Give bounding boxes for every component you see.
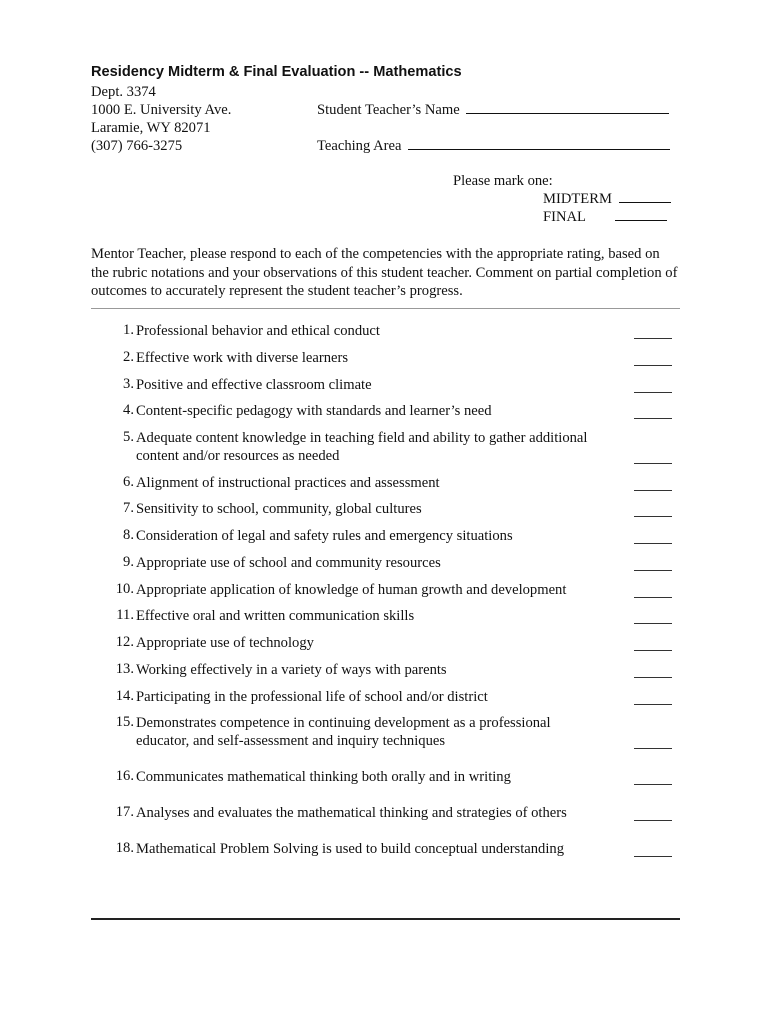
- item-number: 15.: [115, 714, 134, 730]
- rating-blank[interactable]: [634, 516, 672, 517]
- item-number: 6.: [123, 474, 134, 490]
- rating-blank[interactable]: [634, 820, 672, 821]
- rating-blank[interactable]: [634, 597, 672, 598]
- student-name-label: Student Teacher’s Name: [317, 102, 460, 118]
- item-text: Adequate content knowledge in teaching field and ability to gather additional: [136, 430, 588, 446]
- item-text: Appropriate use of technology: [136, 635, 314, 651]
- item-number: 1.: [123, 322, 134, 338]
- rating-blank[interactable]: [634, 704, 672, 705]
- teaching-area-label: Teaching Area: [317, 138, 402, 154]
- item-text: Content-specific pedagogy with standards and learner’s need: [136, 403, 492, 419]
- item-number: 13.: [115, 661, 134, 677]
- student-name-blank[interactable]: [466, 101, 669, 114]
- item-number: 2.: [123, 349, 134, 365]
- item-text: Positive and effective classroom climate: [136, 377, 372, 393]
- rating-blank[interactable]: [634, 748, 672, 749]
- rating-blank[interactable]: [634, 856, 672, 857]
- item-text: Working effectively in a variety of ways with parents: [136, 662, 447, 678]
- address-city: Laramie, WY 82071: [91, 120, 211, 136]
- item-text: content and/or resources as needed: [136, 448, 340, 464]
- rating-blank[interactable]: [634, 677, 672, 678]
- final-blank[interactable]: [615, 208, 667, 221]
- item-text: Appropriate application of knowledge of human growth and development: [136, 582, 567, 598]
- midterm-option[interactable]: [543, 190, 671, 208]
- item-number: 14.: [115, 688, 134, 704]
- item-number: 5.: [123, 429, 134, 445]
- rating-blank[interactable]: [634, 623, 672, 624]
- final-option[interactable]: [543, 208, 667, 226]
- item-text: Appropriate use of school and community resources: [136, 555, 441, 571]
- rating-blank[interactable]: [634, 784, 672, 785]
- item-text: Communicates mathematical thinking both orally and in writing: [136, 769, 511, 785]
- item-number: 3.: [123, 376, 134, 392]
- item-number: 8.: [123, 527, 134, 543]
- teaching-area-blank[interactable]: [408, 137, 670, 150]
- item-text: Effective work with diverse learners: [136, 350, 349, 366]
- item-number: 4.: [123, 402, 134, 418]
- item-text: Mathematical Problem Solving is used to build conceptual understanding: [136, 841, 565, 857]
- rating-blank[interactable]: [634, 338, 672, 339]
- item-number: 7.: [123, 500, 134, 516]
- item-text: Professional behavior and ethical conduct: [136, 323, 380, 339]
- rating-blank[interactable]: [634, 392, 672, 393]
- item-text: Sensitivity to school, community, global cultures: [136, 501, 422, 517]
- item-number: 18.: [115, 840, 134, 856]
- address-street: 1000 E. University Ave.: [91, 102, 232, 118]
- divider-top: [91, 308, 680, 309]
- mark-one-label: Please mark one:: [453, 173, 553, 189]
- rating-blank[interactable]: [634, 365, 672, 366]
- rating-blank[interactable]: [634, 650, 672, 651]
- rating-blank[interactable]: [634, 543, 672, 544]
- item-text: Participating in the professional life of school and/or district: [136, 689, 488, 705]
- item-number: 17.: [115, 804, 134, 820]
- item-number: 9.: [123, 554, 134, 570]
- item-text: Analyses and evaluates the mathematical thinking and strategies of others: [136, 805, 567, 821]
- item-text: Effective oral and written communication skills: [136, 608, 415, 624]
- item-number: 16.: [115, 768, 134, 784]
- item-text: educator, and self-assessment and inquiry techniques: [136, 733, 446, 749]
- item-text: Alignment of instructional practices and assessment: [136, 475, 440, 491]
- item-number: 11.: [116, 607, 134, 623]
- item-text: Consideration of legal and safety rules and emergency situations: [136, 528, 513, 544]
- final-label: FINAL: [543, 209, 586, 225]
- rating-blank[interactable]: [634, 570, 672, 571]
- instructions: Mentor Teacher, please respond to each of the competencies with the appropriate rating, based on the rubric notations and your observations of this student teacher. Comment on partial completion of outcomes to accurately represent the student teacher’s progress.: [91, 246, 678, 299]
- page-title: Residency Midterm & Final Evaluation -- Mathematics: [91, 64, 462, 80]
- midterm-label: MIDTERM: [543, 191, 612, 207]
- divider-bottom: [91, 918, 680, 920]
- rating-blank[interactable]: [634, 418, 672, 419]
- rating-blank[interactable]: [634, 463, 672, 464]
- midterm-blank[interactable]: [619, 190, 671, 203]
- address-phone: (307) 766-3275: [91, 138, 183, 154]
- item-number: 10.: [115, 581, 134, 597]
- teaching-area-field[interactable]: [317, 137, 670, 155]
- address-dept: Dept. 3374: [91, 84, 156, 100]
- item-number: 12.: [115, 634, 134, 650]
- rating-blank[interactable]: [634, 490, 672, 491]
- item-text: Demonstrates competence in continuing development as a professional: [136, 715, 551, 731]
- student-name-field[interactable]: [317, 101, 669, 119]
